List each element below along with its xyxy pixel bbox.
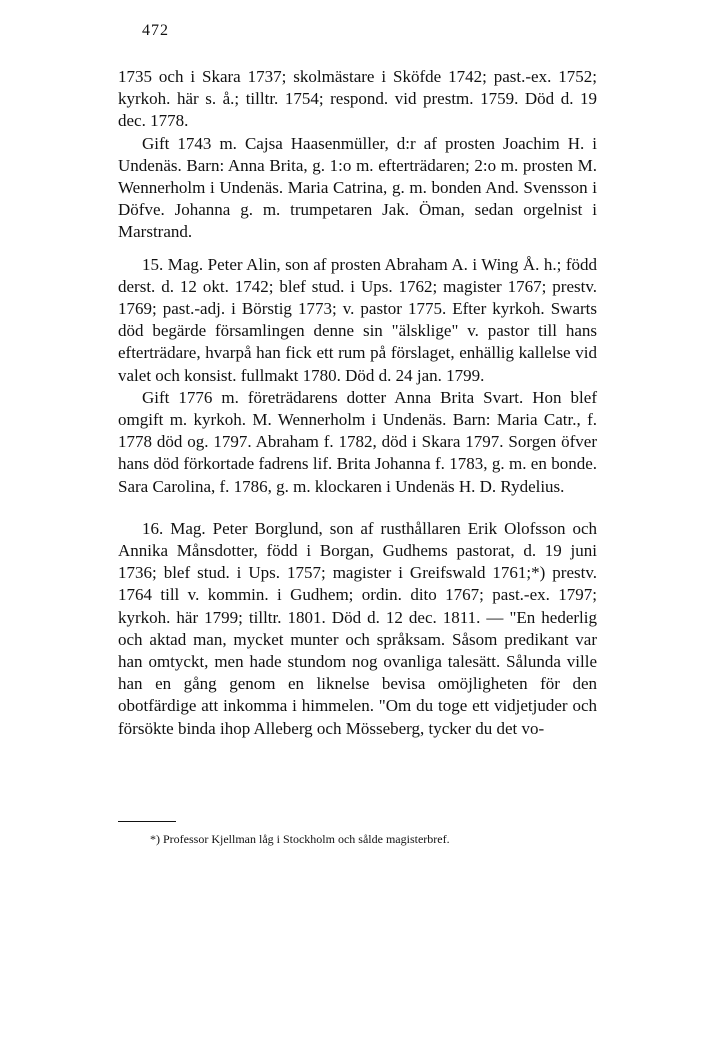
- footnote-divider: [118, 821, 176, 822]
- footnote: *) Professor Kjellman låg i Stockholm och sålde magisterbref.: [150, 832, 450, 846]
- page-number: 472: [142, 22, 169, 39]
- entry-15-peter-alin: 15. Mag. Peter Alin, son af prosten Abraham A. i Wing Å. h.; född derst. d. 12 okt. 1742; blef stud. i Ups. 1762; magister 1767; prestv. 1769; past.-adj. i Börstig 1773; v. pastor 1775. Efter kyrkoh. Swarts död begärde församlingen denne sin "älsklige" v. pastor till hans efterträdare, hvarpå han fick ett rum på förslaget, enhällig kallelse vid valet och konsist. fullmakt 1780. Död d. 24 jan. 1799.: [118, 254, 597, 385]
- entry-continuation-family: Gift 1743 m. Cajsa Haasenmüller, d:r af prosten Joachim H. i Undenäs. Barn: Anna Brita, g. 1:o m. efterträdaren; 2:o m. prosten M. Wennerholm i Undenäs. Maria Catrina, g. m. bonden And. Svensson i Döfve. Johanna g. m. trumpetaren Jak. Öman, sedan orgelnist i Marstrand.: [118, 133, 597, 242]
- entry-continuation: 1735 och i Skara 1737; skolmästare i Sköfde 1742; past.-ex. 1752; kyrkoh. här s. å.; tilltr. 1754; respond. vid prestm. 1759. Död d. 19 dec. 1778.: [118, 67, 597, 131]
- entry-15-family: Gift 1776 m. företrädarens dotter Anna Brita Svart. Hon blef omgift m. kyrkoh. M. Wennerholm i Undenäs. Barn: Maria Catr., f. 1778 död og. 1797. Abraham f. 1782, död i Skara 1797. Sorgen öfver hans död förkortade fadrens lif. Brita Johanna f. 1783, g. m. en bonde. Sara Carolina, f. 1786, g. m. klockaren i Undenäs H. D. Rydelius.: [118, 387, 597, 496]
- entry-16-peter-borglund: 16. Mag. Peter Borglund, son af rusthållaren Erik Olofsson och Annika Månsdotter, född i Borgan, Gudhems pastorat, d. 19 juni 1736; blef stud. i Ups. 1757; magister i Greifswald 1761;*) prestv. 1764 till v. kommin. i Gudhem; ordin. dito 1767; past.-ex. 1797; kyrkoh. här 1799; tilltr. 1801. Död d. 12 dec. 1811. — "En hederlig och aktad man, mycket munter och språksam. Såsom predikant var han omtyckt, men hade stundom nog ovanliga talesätt. Sålunda ville han en gång genom en liknelse bevisa omöjligheten för den obotfärdige att inkomma i himmelen. "Om du toge ett vidjetjuder och försökte binda ihop Alleberg och Mösseberg, tycker du det vo-: [118, 518, 597, 738]
- body-text: [118, 66, 597, 740]
